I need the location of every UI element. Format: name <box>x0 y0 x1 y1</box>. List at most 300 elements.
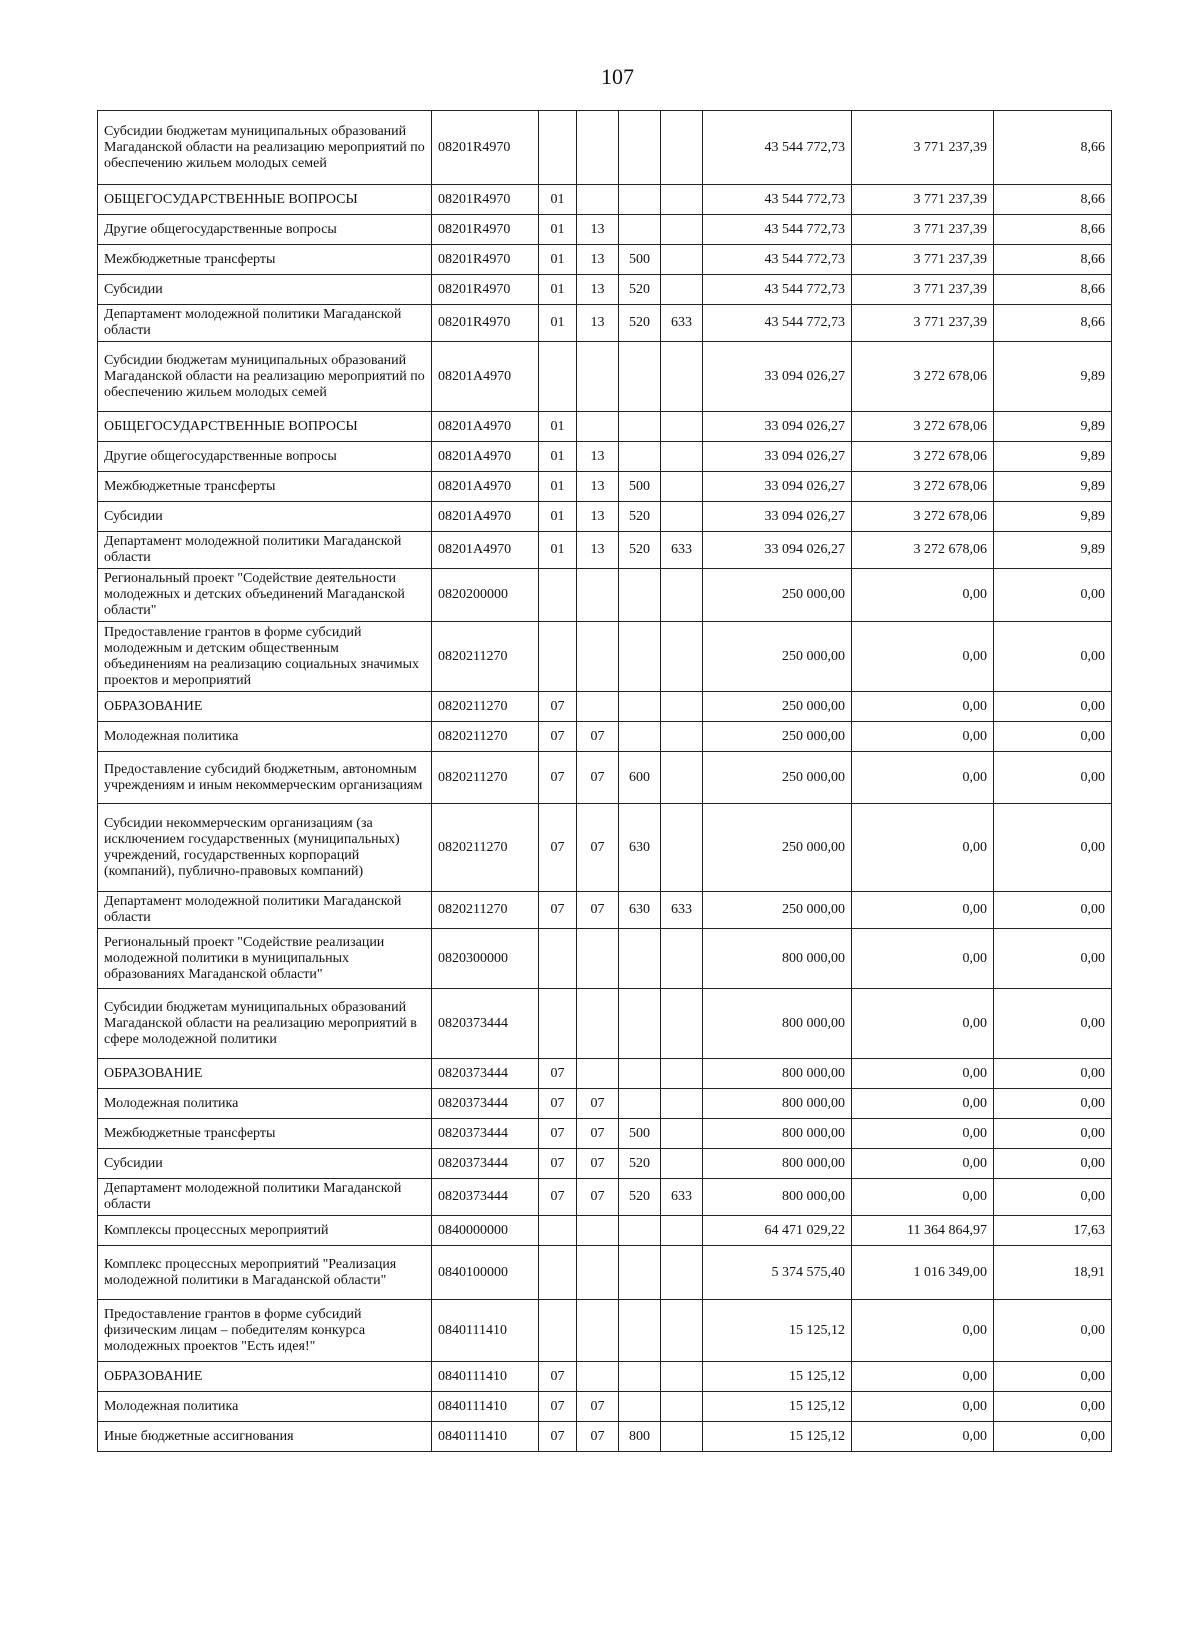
cell-target-code: 0840111410 <box>432 1362 539 1392</box>
cell-percent: 9,89 <box>994 342 1112 412</box>
table-row <box>98 622 1112 692</box>
cell-section: 01 <box>539 502 577 532</box>
cell-expense-type <box>619 692 661 722</box>
cell-expense-type: 500 <box>619 245 661 275</box>
cell-subsection <box>577 692 619 722</box>
cell-subsection: 07 <box>577 804 619 892</box>
cell-name: Предоставление субсидий бюджетным, автономным учреждениям и иным некоммерческим организациям <box>98 752 432 804</box>
cell-target-code: 0820211270 <box>432 722 539 752</box>
cell-actual-amount: 0,00 <box>852 1149 994 1179</box>
cell-actual-amount: 0,00 <box>852 989 994 1059</box>
cell-target-code: 08201R4970 <box>432 245 539 275</box>
cell-subsection <box>577 1362 619 1392</box>
cell-actual-amount: 3 272 678,06 <box>852 442 994 472</box>
table-row <box>98 275 1112 305</box>
cell-actual-amount: 0,00 <box>852 804 994 892</box>
cell-subsection: 13 <box>577 275 619 305</box>
cell-target-code: 0820211270 <box>432 804 539 892</box>
cell-name: Другие общегосударственные вопросы <box>98 442 432 472</box>
cell-percent: 0,00 <box>994 1179 1112 1216</box>
cell-section <box>539 569 577 622</box>
cell-subsection <box>577 1300 619 1362</box>
cell-expense-type <box>619 989 661 1059</box>
cell-subsection <box>577 111 619 185</box>
cell-percent: 8,66 <box>994 275 1112 305</box>
cell-expense-type: 520 <box>619 305 661 342</box>
cell-name: Субсидии бюджетам муниципальных образований Магаданской области на реализацию мероприятий в сфере молодежной политики <box>98 989 432 1059</box>
cell-administrator <box>661 472 703 502</box>
cell-percent: 0,00 <box>994 722 1112 752</box>
cell-actual-amount: 0,00 <box>852 622 994 692</box>
cell-subsection: 13 <box>577 245 619 275</box>
cell-actual-amount: 3 272 678,06 <box>852 472 994 502</box>
cell-planned-amount: 250 000,00 <box>703 722 852 752</box>
cell-percent: 0,00 <box>994 1119 1112 1149</box>
cell-name: Межбюджетные трансферты <box>98 1119 432 1149</box>
cell-planned-amount: 800 000,00 <box>703 929 852 989</box>
table-row <box>98 1059 1112 1089</box>
cell-actual-amount: 0,00 <box>852 752 994 804</box>
cell-administrator <box>661 275 703 305</box>
cell-target-code: 0820373444 <box>432 989 539 1059</box>
cell-planned-amount: 800 000,00 <box>703 989 852 1059</box>
cell-section <box>539 1300 577 1362</box>
table-row <box>98 1149 1112 1179</box>
cell-administrator: 633 <box>661 305 703 342</box>
cell-target-code: 0820373444 <box>432 1089 539 1119</box>
cell-administrator <box>661 1149 703 1179</box>
cell-administrator <box>661 569 703 622</box>
cell-planned-amount: 43 544 772,73 <box>703 305 852 342</box>
cell-administrator <box>661 442 703 472</box>
cell-subsection: 07 <box>577 1119 619 1149</box>
cell-expense-type <box>619 442 661 472</box>
cell-percent: 8,66 <box>994 245 1112 275</box>
cell-percent: 0,00 <box>994 569 1112 622</box>
cell-administrator: 633 <box>661 532 703 569</box>
cell-actual-amount: 3 771 237,39 <box>852 305 994 342</box>
cell-section: 01 <box>539 215 577 245</box>
cell-subsection: 07 <box>577 1179 619 1216</box>
cell-percent: 9,89 <box>994 412 1112 442</box>
cell-name: ОБЩЕГОСУДАРСТВЕННЫЕ ВОПРОСЫ <box>98 185 432 215</box>
cell-subsection <box>577 569 619 622</box>
cell-name: Молодежная политика <box>98 1392 432 1422</box>
cell-actual-amount: 0,00 <box>852 1119 994 1149</box>
cell-percent: 0,00 <box>994 1362 1112 1392</box>
cell-target-code: 08201R4970 <box>432 185 539 215</box>
table-body <box>98 111 1112 1452</box>
cell-name: Комплекс процессных мероприятий "Реализация молодежной политики в Магаданской области" <box>98 1246 432 1300</box>
cell-actual-amount: 0,00 <box>852 692 994 722</box>
cell-planned-amount: 800 000,00 <box>703 1059 852 1089</box>
cell-actual-amount: 3 771 237,39 <box>852 185 994 215</box>
cell-planned-amount: 15 125,12 <box>703 1392 852 1422</box>
cell-expense-type <box>619 1089 661 1119</box>
cell-planned-amount: 800 000,00 <box>703 1149 852 1179</box>
cell-planned-amount: 33 094 026,27 <box>703 502 852 532</box>
cell-section: 07 <box>539 1089 577 1119</box>
table-row <box>98 472 1112 502</box>
cell-planned-amount: 800 000,00 <box>703 1089 852 1119</box>
cell-percent: 0,00 <box>994 752 1112 804</box>
cell-expense-type <box>619 1300 661 1362</box>
cell-percent: 0,00 <box>994 1300 1112 1362</box>
cell-actual-amount: 0,00 <box>852 1422 994 1452</box>
cell-percent: 9,89 <box>994 532 1112 569</box>
cell-percent: 9,89 <box>994 442 1112 472</box>
cell-subsection <box>577 342 619 412</box>
cell-percent: 0,00 <box>994 892 1112 929</box>
cell-target-code: 0820200000 <box>432 569 539 622</box>
cell-percent: 0,00 <box>994 929 1112 989</box>
cell-actual-amount: 11 364 864,97 <box>852 1216 994 1246</box>
table-row <box>98 752 1112 804</box>
cell-target-code: 08201A4970 <box>432 502 539 532</box>
table-row <box>98 989 1112 1059</box>
budget-table <box>97 110 1112 1452</box>
cell-name: Департамент молодежной политики Магаданской области <box>98 892 432 929</box>
cell-name: Субсидии некоммерческим организациям (за исключением государственных (муниципальных) учреждений, государственных корпораций (компаний), публично-правовых компаний) <box>98 804 432 892</box>
cell-expense-type <box>619 342 661 412</box>
cell-subsection: 13 <box>577 442 619 472</box>
cell-percent: 0,00 <box>994 804 1112 892</box>
cell-expense-type: 520 <box>619 532 661 569</box>
cell-administrator <box>661 804 703 892</box>
table-row <box>98 1179 1112 1216</box>
cell-subsection: 13 <box>577 305 619 342</box>
cell-administrator <box>661 722 703 752</box>
cell-target-code: 0820300000 <box>432 929 539 989</box>
cell-percent: 8,66 <box>994 215 1112 245</box>
cell-actual-amount: 1 016 349,00 <box>852 1246 994 1300</box>
table-row <box>98 1362 1112 1392</box>
cell-administrator <box>661 1246 703 1300</box>
cell-administrator <box>661 1392 703 1422</box>
cell-section: 01 <box>539 275 577 305</box>
cell-target-code: 08201A4970 <box>432 342 539 412</box>
table-row <box>98 1216 1112 1246</box>
cell-expense-type: 500 <box>619 1119 661 1149</box>
cell-planned-amount: 250 000,00 <box>703 622 852 692</box>
cell-subsection <box>577 1246 619 1300</box>
cell-expense-type <box>619 929 661 989</box>
cell-name: Молодежная политика <box>98 1089 432 1119</box>
cell-administrator <box>661 692 703 722</box>
table-row <box>98 245 1112 275</box>
cell-section: 01 <box>539 185 577 215</box>
cell-percent: 0,00 <box>994 1149 1112 1179</box>
cell-name: Департамент молодежной политики Магаданской области <box>98 1179 432 1216</box>
cell-actual-amount: 3 771 237,39 <box>852 275 994 305</box>
cell-expense-type <box>619 1362 661 1392</box>
cell-section <box>539 1216 577 1246</box>
cell-target-code: 0840111410 <box>432 1392 539 1422</box>
cell-section: 07 <box>539 892 577 929</box>
cell-actual-amount: 0,00 <box>852 1392 994 1422</box>
cell-percent: 0,00 <box>994 622 1112 692</box>
cell-expense-type: 520 <box>619 1149 661 1179</box>
cell-subsection: 13 <box>577 472 619 502</box>
cell-expense-type <box>619 622 661 692</box>
cell-subsection: 07 <box>577 892 619 929</box>
cell-percent: 17,63 <box>994 1216 1112 1246</box>
cell-name: Молодежная политика <box>98 722 432 752</box>
cell-name: Комплексы процессных мероприятий <box>98 1216 432 1246</box>
cell-planned-amount: 15 125,12 <box>703 1422 852 1452</box>
table-row <box>98 1089 1112 1119</box>
cell-planned-amount: 33 094 026,27 <box>703 342 852 412</box>
cell-target-code: 0820373444 <box>432 1059 539 1089</box>
cell-expense-type <box>619 1059 661 1089</box>
cell-administrator <box>661 622 703 692</box>
cell-name: Межбюджетные трансферты <box>98 472 432 502</box>
cell-section <box>539 1246 577 1300</box>
cell-administrator <box>661 111 703 185</box>
cell-percent: 8,66 <box>994 185 1112 215</box>
cell-target-code: 08201A4970 <box>432 532 539 569</box>
cell-expense-type: 520 <box>619 275 661 305</box>
cell-name: Департамент молодежной политики Магаданской области <box>98 305 432 342</box>
table-row <box>98 1300 1112 1362</box>
table-row <box>98 929 1112 989</box>
cell-subsection <box>577 185 619 215</box>
table-row <box>98 569 1112 622</box>
cell-planned-amount: 250 000,00 <box>703 804 852 892</box>
cell-actual-amount: 3 272 678,06 <box>852 342 994 412</box>
cell-section: 01 <box>539 412 577 442</box>
cell-actual-amount: 0,00 <box>852 929 994 989</box>
cell-expense-type: 500 <box>619 472 661 502</box>
cell-expense-type <box>619 722 661 752</box>
cell-subsection: 07 <box>577 1149 619 1179</box>
cell-percent: 8,66 <box>994 111 1112 185</box>
cell-name: Предоставление грантов в форме субсидий молодежным и детским общественным объединениям на реализацию социальных значимых проектов и мероприятий <box>98 622 432 692</box>
cell-target-code: 0820373444 <box>432 1149 539 1179</box>
cell-name: Субсидии <box>98 1149 432 1179</box>
cell-expense-type <box>619 412 661 442</box>
cell-name: Региональный проект "Содействие деятельности молодежных и детских объединений Магаданской области" <box>98 569 432 622</box>
cell-administrator: 633 <box>661 1179 703 1216</box>
cell-actual-amount: 0,00 <box>852 892 994 929</box>
cell-section: 01 <box>539 442 577 472</box>
cell-expense-type: 520 <box>619 1179 661 1216</box>
cell-section <box>539 929 577 989</box>
cell-percent: 0,00 <box>994 692 1112 722</box>
cell-target-code: 08201A4970 <box>432 472 539 502</box>
cell-target-code: 0820211270 <box>432 892 539 929</box>
table-row <box>98 722 1112 752</box>
cell-target-code: 0820373444 <box>432 1119 539 1149</box>
cell-expense-type: 800 <box>619 1422 661 1452</box>
cell-subsection <box>577 1059 619 1089</box>
cell-section: 07 <box>539 752 577 804</box>
table-row <box>98 1119 1112 1149</box>
cell-expense-type <box>619 185 661 215</box>
cell-section: 01 <box>539 305 577 342</box>
cell-subsection: 07 <box>577 1089 619 1119</box>
cell-section: 07 <box>539 1179 577 1216</box>
cell-section: 07 <box>539 692 577 722</box>
cell-planned-amount: 5 374 575,40 <box>703 1246 852 1300</box>
cell-target-code: 0820211270 <box>432 622 539 692</box>
cell-planned-amount: 33 094 026,27 <box>703 532 852 569</box>
table-row <box>98 442 1112 472</box>
cell-name: ОБРАЗОВАНИЕ <box>98 692 432 722</box>
table-row <box>98 532 1112 569</box>
cell-target-code: 0840111410 <box>432 1422 539 1452</box>
cell-planned-amount: 250 000,00 <box>703 892 852 929</box>
table-row <box>98 412 1112 442</box>
cell-name: ОБЩЕГОСУДАРСТВЕННЫЕ ВОПРОСЫ <box>98 412 432 442</box>
table-row <box>98 692 1112 722</box>
cell-target-code: 0840111410 <box>432 1300 539 1362</box>
cell-administrator <box>661 502 703 532</box>
cell-actual-amount: 3 272 678,06 <box>852 502 994 532</box>
cell-actual-amount: 0,00 <box>852 569 994 622</box>
cell-percent: 18,91 <box>994 1246 1112 1300</box>
cell-name: Региональный проект "Содействие реализации молодежной политики в муниципальных образованиях Магаданской области" <box>98 929 432 989</box>
cell-actual-amount: 3 272 678,06 <box>852 532 994 569</box>
cell-section: 01 <box>539 472 577 502</box>
cell-name: Субсидии бюджетам муниципальных образований Магаданской области на реализацию мероприятий по обеспечению жильем молодых семей <box>98 342 432 412</box>
cell-percent: 8,66 <box>994 305 1112 342</box>
cell-section: 07 <box>539 1392 577 1422</box>
cell-percent: 0,00 <box>994 1422 1112 1452</box>
cell-name: Иные бюджетные ассигнования <box>98 1422 432 1452</box>
cell-target-code: 0820373444 <box>432 1179 539 1216</box>
cell-target-code: 08201R4970 <box>432 111 539 185</box>
cell-section: 07 <box>539 1362 577 1392</box>
cell-subsection <box>577 929 619 989</box>
cell-administrator <box>661 245 703 275</box>
cell-expense-type <box>619 1246 661 1300</box>
cell-administrator <box>661 342 703 412</box>
cell-name: Межбюджетные трансферты <box>98 245 432 275</box>
cell-expense-type <box>619 215 661 245</box>
cell-administrator <box>661 215 703 245</box>
cell-percent: 9,89 <box>994 472 1112 502</box>
cell-percent: 9,89 <box>994 502 1112 532</box>
cell-target-code: 0820211270 <box>432 692 539 722</box>
cell-planned-amount: 33 094 026,27 <box>703 412 852 442</box>
cell-target-code: 08201A4970 <box>432 412 539 442</box>
cell-subsection: 07 <box>577 722 619 752</box>
cell-percent: 0,00 <box>994 1089 1112 1119</box>
cell-actual-amount: 0,00 <box>852 1362 994 1392</box>
cell-name: Субсидии бюджетам муниципальных образований Магаданской области на реализацию мероприятий по обеспечению жильем молодых семей <box>98 111 432 185</box>
cell-subsection: 07 <box>577 1422 619 1452</box>
cell-expense-type <box>619 569 661 622</box>
cell-planned-amount: 43 544 772,73 <box>703 215 852 245</box>
cell-subsection <box>577 989 619 1059</box>
cell-section: 07 <box>539 1119 577 1149</box>
cell-name: Другие общегосударственные вопросы <box>98 215 432 245</box>
table-row <box>98 1392 1112 1422</box>
cell-planned-amount: 33 094 026,27 <box>703 442 852 472</box>
cell-name: ОБРАЗОВАНИЕ <box>98 1362 432 1392</box>
cell-expense-type <box>619 111 661 185</box>
cell-administrator <box>661 929 703 989</box>
cell-subsection: 07 <box>577 752 619 804</box>
cell-target-code: 08201A4970 <box>432 442 539 472</box>
cell-administrator <box>661 1089 703 1119</box>
cell-section: 07 <box>539 804 577 892</box>
cell-planned-amount: 64 471 029,22 <box>703 1216 852 1246</box>
cell-actual-amount: 3 771 237,39 <box>852 245 994 275</box>
table-row <box>98 1246 1112 1300</box>
page-number: 107 <box>601 64 634 89</box>
cell-target-code: 0840100000 <box>432 1246 539 1300</box>
cell-actual-amount: 3 771 237,39 <box>852 215 994 245</box>
cell-subsection: 13 <box>577 532 619 569</box>
cell-expense-type: 630 <box>619 892 661 929</box>
cell-section <box>539 111 577 185</box>
cell-name: Департамент молодежной политики Магаданской области <box>98 532 432 569</box>
cell-administrator <box>661 1059 703 1089</box>
cell-subsection <box>577 412 619 442</box>
cell-target-code: 0820211270 <box>432 752 539 804</box>
table-row <box>98 111 1112 185</box>
cell-expense-type: 630 <box>619 804 661 892</box>
cell-actual-amount: 0,00 <box>852 1179 994 1216</box>
cell-target-code: 08201R4970 <box>432 215 539 245</box>
cell-administrator <box>661 1422 703 1452</box>
cell-section: 07 <box>539 1059 577 1089</box>
cell-subsection: 07 <box>577 1392 619 1422</box>
cell-target-code: 08201R4970 <box>432 275 539 305</box>
cell-percent: 0,00 <box>994 1059 1112 1089</box>
cell-section: 01 <box>539 532 577 569</box>
cell-actual-amount: 0,00 <box>852 1089 994 1119</box>
cell-planned-amount: 43 544 772,73 <box>703 185 852 215</box>
cell-administrator <box>661 1216 703 1246</box>
cell-actual-amount: 0,00 <box>852 1059 994 1089</box>
cell-target-code: 08201R4970 <box>432 305 539 342</box>
cell-section <box>539 989 577 1059</box>
cell-percent: 0,00 <box>994 989 1112 1059</box>
table-row <box>98 1422 1112 1452</box>
cell-subsection: 13 <box>577 215 619 245</box>
cell-administrator <box>661 989 703 1059</box>
cell-subsection <box>577 622 619 692</box>
cell-planned-amount: 250 000,00 <box>703 569 852 622</box>
cell-planned-amount: 43 544 772,73 <box>703 111 852 185</box>
cell-expense-type <box>619 1392 661 1422</box>
table-row <box>98 305 1112 342</box>
cell-section: 07 <box>539 722 577 752</box>
cell-administrator: 633 <box>661 892 703 929</box>
cell-expense-type: 600 <box>619 752 661 804</box>
table-row <box>98 804 1112 892</box>
cell-planned-amount: 43 544 772,73 <box>703 275 852 305</box>
cell-name: Субсидии <box>98 275 432 305</box>
cell-name: Предоставление грантов в форме субсидий физическим лицам – победителям конкурса молодежных проектов "Есть идея!" <box>98 1300 432 1362</box>
cell-subsection: 13 <box>577 502 619 532</box>
cell-planned-amount: 15 125,12 <box>703 1362 852 1392</box>
cell-subsection <box>577 1216 619 1246</box>
cell-administrator <box>661 1300 703 1362</box>
cell-actual-amount: 3 771 237,39 <box>852 111 994 185</box>
cell-administrator <box>661 185 703 215</box>
cell-actual-amount: 0,00 <box>852 722 994 752</box>
cell-planned-amount: 43 544 772,73 <box>703 245 852 275</box>
cell-actual-amount: 0,00 <box>852 1300 994 1362</box>
table-row <box>98 185 1112 215</box>
cell-planned-amount: 250 000,00 <box>703 752 852 804</box>
table-row <box>98 342 1112 412</box>
table-row <box>98 892 1112 929</box>
